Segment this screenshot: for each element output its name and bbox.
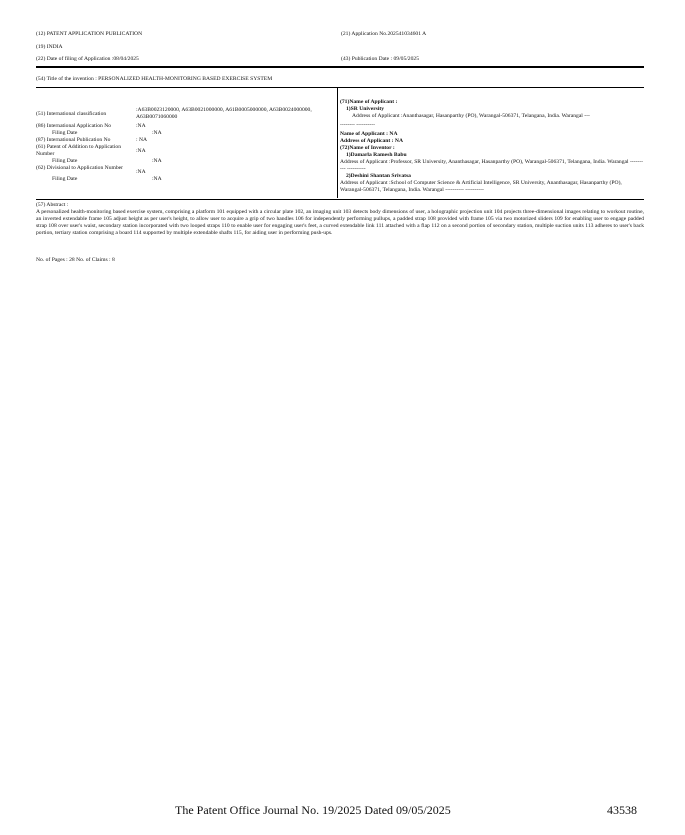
inventor-heading: (72)Name of Inventor : — [340, 145, 395, 151]
country: (19) INDIA — [36, 44, 63, 50]
biblio-label: (87) International Publication No — [36, 137, 111, 143]
biblio-row — [36, 137, 336, 144]
abstract-section — [36, 202, 644, 237]
biblio-value: :NA — [136, 169, 146, 175]
publication-type: (12) PATENT APPLICATION PUBLICATION — [36, 31, 143, 37]
applicant-dashes: -------- ---------- — [340, 122, 375, 128]
header-divider — [36, 66, 644, 68]
applicant-name-na: Name of Applicant : NA — [340, 131, 398, 137]
bibliographic-left — [36, 99, 336, 183]
publication-date: (43) Publication Date : 09/05/2025 — [341, 56, 419, 62]
journal-footer: The Patent Office Journal No. 19/2025 Dated 09/05/2025 — [175, 803, 451, 817]
biblio-label: Filing Date — [52, 158, 78, 164]
page-number: 43538 — [607, 803, 637, 817]
biblio-row — [36, 158, 336, 165]
column-divider — [337, 88, 338, 198]
biblio-row — [36, 176, 336, 183]
biblio-divider — [36, 199, 644, 200]
applicant-name: 1)SR University — [346, 106, 385, 112]
biblio-label: Filing Date — [52, 176, 78, 182]
classification-row — [36, 107, 336, 121]
applicant-address: Address of Applicant :Ananthasagar, Hasanparthy (PO), Warangal-506371, Telangana, India. Warangal --- — [352, 113, 590, 119]
biblio-label: Filing Date — [52, 130, 78, 136]
biblio-value: :NA — [152, 158, 162, 164]
biblio-value: :NA — [136, 148, 146, 154]
biblio-label: (86) International Application No — [36, 123, 112, 129]
biblio-row — [36, 144, 336, 158]
biblio-label: (61) Patent of Addition to Application Number — [36, 144, 121, 157]
biblio-value: : NA — [136, 137, 148, 143]
application-number: (21) Application No.202541034601 A — [341, 31, 427, 37]
abstract-heading: (57) Abstract : — [36, 202, 69, 208]
biblio-value: :NA — [152, 130, 162, 136]
biblio-value: :NA — [152, 176, 162, 182]
applicant-address-na: Address of Applicant : NA — [340, 138, 403, 144]
invention-title: (54) Title of the invention : PERSONALIZED HEALTH-MONITORING BASED EXERCISE SYSTEM — [36, 76, 273, 82]
abstract-text: A personalized health-monitoring based exercise system, comprising a platform 101 equipped with a circular plate 102, an imaging unit 103 detects body dimensions of user, a holographic projection unit 104 projects three-dimensional images relating to workout routine, an inverted extendable frame 105 adjust height as per user's height, to allow user to acquire a grip of two handles 106 for independently performing pullups, a padded strap 108 provided with frame 105 via two motorized sliders 109 for enabling user to engage padded strap 108 over user's waist, secondary station incorporated with two looped straps 110 to enable user for engaging user's feet, a curved extendable link 111 attached with a flap 112 on a second portion of secondary station, multiple suction units 113 adheres to user's back portion, tertiary station comprising a board 114 supported by multiple extendable shafts 115, for aiding user in performing push-ups. — [36, 209, 644, 236]
applicant-heading: (71)Name of Applicant : — [340, 99, 398, 105]
title-divider — [36, 87, 644, 88]
inventor-name: 1)Damarla Ramesh Babu — [346, 152, 407, 158]
inventor-name: 2)Deshini Shantan Srivatsa — [346, 173, 411, 179]
classification-label: (51) International classification — [36, 111, 107, 117]
inventor-address: Address of Applicant :Professor, SR University, Ananthasagar, Hasanparthy (PO), Warangal-506371, Telangana, India. Warangal ---------- ---------- — [340, 159, 643, 172]
biblio-row — [36, 165, 336, 176]
bibliographic-right — [340, 99, 644, 194]
inventor-address: Address of Applicant :School of Computer Science & Artificial Intelligence, SR University, Ananthasagar, Hasanparthy (PO), Warangal-506371, Telangana, India. Warangal ---------- ---------- — [340, 180, 622, 193]
biblio-value: :NA — [136, 123, 146, 129]
filing-date: (22) Date of filing of Application :08/04/2025 — [36, 56, 139, 62]
biblio-row — [36, 123, 336, 130]
biblio-label: (62) Divisional to Application Number — [36, 165, 124, 171]
classification-value: :A63B0023120000, A63B0021000000, A61B0005000000, A63B0024000000, A63B0071060000 — [136, 107, 312, 120]
biblio-row — [36, 130, 336, 137]
pages-claims: No. of Pages : 28 No. of Claims : 8 — [36, 257, 115, 263]
